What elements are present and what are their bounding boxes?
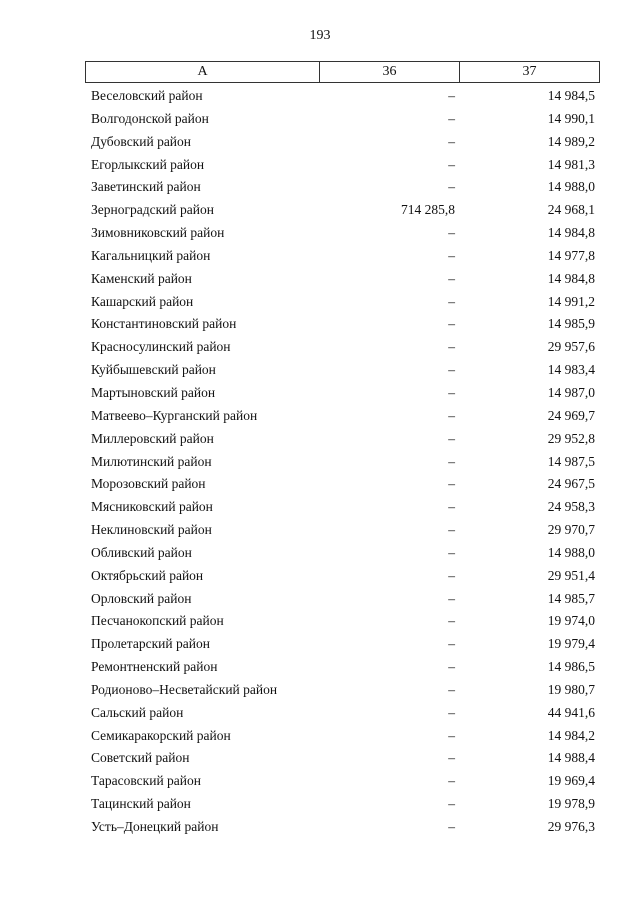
value-column-36: – [448, 544, 455, 560]
district-name: Красносулинский район [91, 339, 231, 355]
value-column-37: 14 981,3 [547, 156, 595, 172]
value-column-36: – [448, 430, 455, 446]
value-column-37: 19 969,4 [547, 773, 595, 789]
value-column-37: 29 952,8 [547, 430, 595, 446]
value-column-36: – [448, 613, 455, 629]
district-name: Пролетарский район [91, 636, 210, 652]
district-name: Тацинский район [91, 796, 191, 812]
district-name: Веселовский район [91, 88, 203, 103]
table-row [85, 222, 600, 245]
value-column-37: 14 984,2 [547, 727, 595, 743]
value-column-37: 14 984,8 [547, 270, 595, 286]
value-column-36: – [448, 316, 455, 332]
district-name: Матвеево–Курганский район [91, 407, 258, 423]
table-row [85, 725, 600, 748]
value-column-36: – [448, 179, 455, 195]
table-row [85, 245, 600, 268]
district-name: Обливский район [91, 544, 192, 560]
value-column-37: 14 988,0 [547, 179, 595, 195]
district-name: Зерноградский район [91, 202, 214, 218]
value-column-37: 14 990,1 [547, 110, 595, 126]
district-name: Милютинский район [91, 453, 212, 469]
page-number: 193 [309, 28, 331, 43]
district-name: Усть–Донецкий район [91, 819, 219, 834]
table-row [85, 519, 600, 542]
value-column-36: – [448, 110, 455, 126]
value-column-36: – [448, 293, 455, 309]
district-name: Песчанокопский район [91, 613, 224, 629]
district-name: Константиновский район [91, 316, 237, 332]
value-column-37: 14 988,4 [547, 750, 595, 766]
table-row [85, 108, 600, 131]
district-name: Семикаракорский район [91, 727, 231, 743]
table-row [85, 633, 600, 656]
value-column-36: 714 285,8 [401, 202, 455, 218]
value-column-36: – [448, 704, 455, 720]
table-row [85, 336, 600, 359]
value-column-36: – [448, 362, 455, 378]
value-column-36: – [448, 247, 455, 263]
value-column-37: 14 988,0 [547, 544, 595, 560]
value-column-37: 14 983,4 [547, 362, 595, 378]
district-name: Мартыновский район [91, 384, 216, 400]
district-name: Волгодонской район [91, 110, 209, 126]
district-name: Кашарский район [91, 293, 194, 309]
value-column-36: – [448, 727, 455, 743]
district-name: Советский район [91, 750, 190, 766]
district-name: Орловский район [91, 590, 192, 606]
table-row [85, 176, 600, 199]
table-row [85, 154, 600, 177]
value-column-37: 14 989,2 [547, 133, 595, 149]
data-table [85, 61, 600, 839]
value-column-36: – [448, 819, 455, 834]
table-row [85, 816, 600, 839]
value-column-36: – [448, 659, 455, 675]
value-column-37: 14 984,8 [547, 225, 595, 241]
table-row [85, 405, 600, 428]
table-row [85, 382, 600, 405]
value-column-36: – [448, 339, 455, 355]
district-name: Зимовниковский район [91, 225, 225, 241]
value-column-36: – [448, 796, 455, 812]
table-row [85, 542, 600, 565]
district-name: Егорлыкский район [91, 156, 205, 172]
table-row [85, 131, 600, 154]
value-column-36: – [448, 88, 455, 103]
table-row [85, 199, 600, 222]
table-row [85, 428, 600, 451]
value-column-37: 19 978,9 [547, 796, 595, 812]
district-name: Заветинский район [91, 179, 201, 195]
value-column-37: 24 958,3 [547, 499, 595, 515]
district-name: Неклиновский район [91, 522, 212, 538]
table-row [85, 702, 600, 725]
table-header [85, 61, 600, 83]
table-row [85, 291, 600, 314]
district-name: Тарасовский район [91, 773, 201, 789]
value-column-37: 14 977,8 [547, 247, 595, 263]
table-row [85, 656, 600, 679]
value-column-36: – [448, 773, 455, 789]
table-row [85, 268, 600, 291]
district-name: Ремонтненский район [91, 659, 218, 675]
table-row [85, 793, 600, 816]
value-column-37: 24 969,7 [547, 407, 595, 423]
table-body [85, 85, 600, 839]
table-row [85, 747, 600, 770]
value-column-36: – [448, 590, 455, 606]
value-column-36: – [448, 476, 455, 492]
table-row [85, 473, 600, 496]
value-column-36: – [448, 453, 455, 469]
table-row [85, 565, 600, 588]
table-row [85, 85, 600, 108]
table-row [85, 451, 600, 474]
value-column-37: 19 979,4 [547, 636, 595, 652]
value-column-37: 14 986,5 [547, 659, 595, 675]
district-name: Дубовский район [91, 133, 192, 149]
value-column-37: 29 951,4 [547, 567, 595, 583]
table-row [85, 679, 600, 702]
value-column-37: 14 991,2 [547, 293, 595, 309]
value-column-36: – [448, 156, 455, 172]
value-column-37: 14 985,7 [547, 590, 595, 606]
value-column-37: 24 967,5 [547, 476, 595, 492]
header-column-a: A [86, 62, 320, 82]
value-column-37: 14 987,0 [547, 384, 595, 400]
value-column-37: 19 980,7 [547, 681, 595, 697]
district-name: Миллеровский район [91, 430, 214, 446]
district-name: Каменский район [91, 270, 192, 286]
value-column-36: – [448, 636, 455, 652]
district-name: Родионово–Несветайский район [91, 681, 278, 697]
value-column-36: – [448, 270, 455, 286]
district-name: Октябрьский район [91, 567, 204, 583]
district-name: Сальский район [91, 704, 184, 720]
table-row [85, 610, 600, 633]
district-name: Куйбышевский район [91, 362, 216, 378]
value-column-36: – [448, 750, 455, 766]
value-column-37: 44 941,6 [547, 704, 595, 720]
district-name: Мясниковский район [91, 499, 213, 515]
value-column-36: – [448, 681, 455, 697]
value-column-36: – [448, 407, 455, 423]
value-column-36: – [448, 225, 455, 241]
table-row [85, 588, 600, 611]
header-column-36: 36 [320, 62, 460, 82]
table-row [85, 496, 600, 519]
value-column-37: 14 984,5 [547, 88, 595, 103]
header-column-37: 37 [522, 64, 537, 79]
value-column-37: 29 970,7 [547, 522, 595, 538]
value-column-37: 29 957,6 [547, 339, 595, 355]
value-column-37: 29 976,3 [547, 819, 595, 834]
table-row [85, 359, 600, 382]
value-column-36: – [448, 522, 455, 538]
value-column-36: – [448, 384, 455, 400]
value-column-37: 14 987,5 [547, 453, 595, 469]
district-name: Кагальницкий район [91, 247, 211, 263]
district-name: Морозовский район [91, 476, 206, 492]
table-row [85, 313, 600, 336]
value-column-37: 19 974,0 [547, 613, 595, 629]
value-column-37: 14 985,9 [547, 316, 595, 332]
value-column-37: 24 968,1 [547, 202, 595, 218]
value-column-36: – [448, 567, 455, 583]
value-column-36: – [448, 133, 455, 149]
value-column-36: – [448, 499, 455, 515]
table-row [85, 770, 600, 793]
